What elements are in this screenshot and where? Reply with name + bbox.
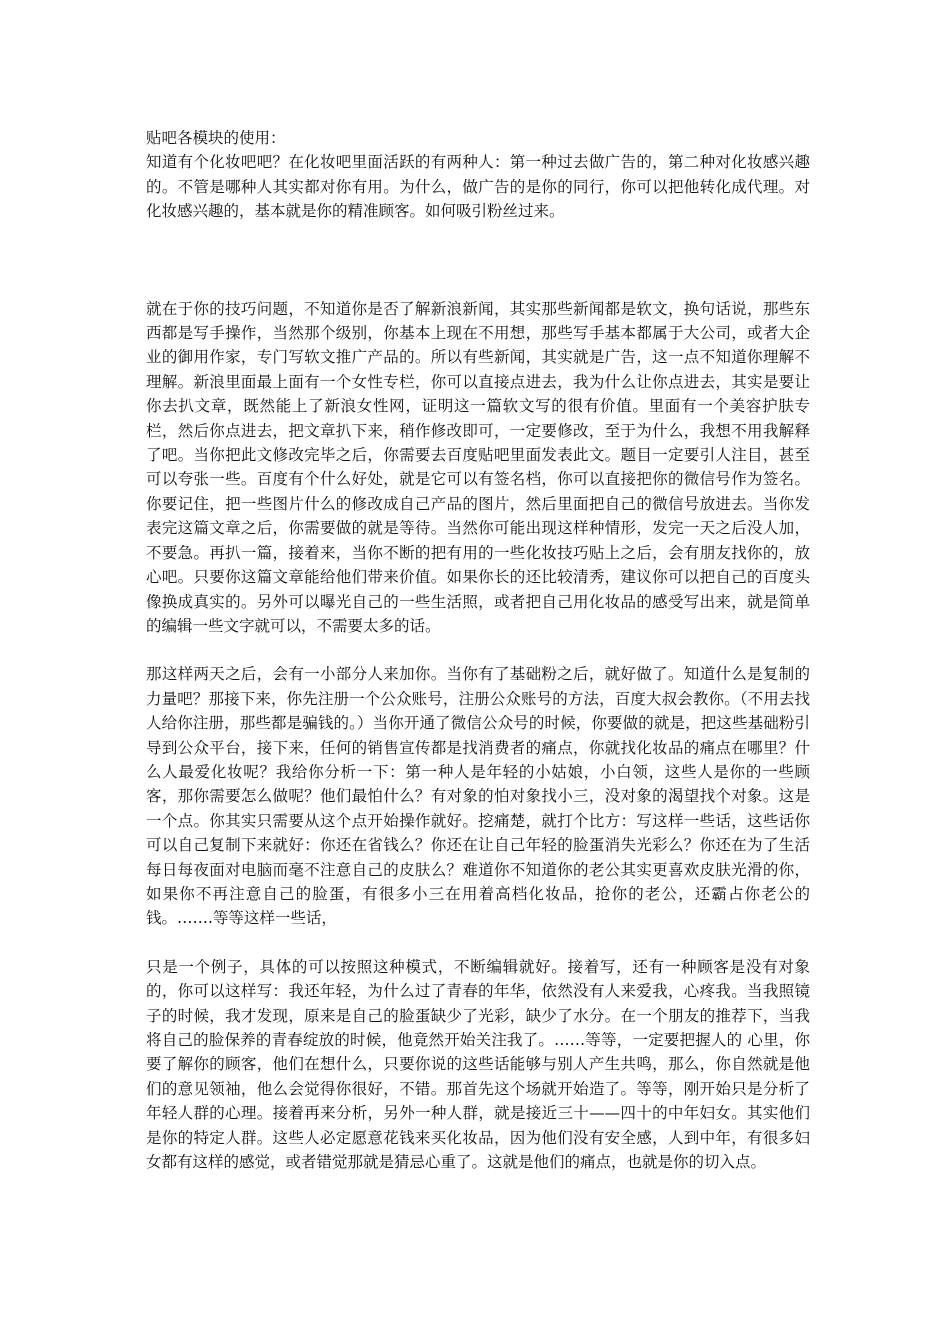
paragraph-public-account: 那这样两天之后，会有一小部分人来加你。当你有了基础粉之后，就好做了。知道什么是复制的力量吧？那接下来，你先注册一个公众账号，注册公众账号的方法，百度大叔会教你。（不用去找人给你注册，那些都是骗钱的。）当你开通了微信公众号的时候，你要做的就是，把这些基础粉引导到公众平台，接下来，任何的销售宣传都是找消费者的痛点，你就找化妆品的痛点在哪里？什么人最爱化妆呢？我给你分析一下：第一种人是年轻的小姑娘，小白领，这些人是你的一些顾客，那你需要怎么做呢？他们最怕什么？有对象的怕对象找小三，没对象的渴望找个对象。这是一个点。你其实只需要从这个点开始操作就好。挖痛楚，就打个比方：写这样一些话，这些话你可以自己复制下来就好：你还在省钱么？你还在让自己年轻的脸蛋消失光彩么？你还在为了生活每日每夜面对电脑而毫不注意自己的皮肤么？难道你不知道你的老公其实更喜欢皮肤光滑的你，如果你不再注意自己的脸蛋，有很多小三在用着高档化妆品，抢你的老公，还霸占你老公的钱。…….等等这样一些话，	[146, 665, 810, 928]
paragraph-intro: 知道有个化妆吧吧？在化妆吧里面活跃的有两种人：第一种过去做广告的，第二种对化妆感兴趣的。不管是哪种人其实都对你有用。为什么，做广告的是你的同行，你可以把他转化成代理。对化妆感兴趣的，基本就是你的精准顾客。如何吸引粉丝过来。	[146, 153, 810, 221]
paragraph-example: 只是一个例子，具体的可以按照这种模式，不断编辑就好。接着写，还有一种顾客是没有对象的，你可以这样写：我还年轻，为什么过了青春的年华，依然没有人来爱我，心疼我。当我照镜子的时候，我才发现，原来是自己的脸蛋缺少了光彩，缺少了水分。在一个朋友的推荐下，当我将自己的脸保养的青春绽放的时候，他竟然开始关注我了。……等等，一定要把握人的 心里，你要了解你的顾客，他们在想什么，只要你说的这些话能够与别人产生共鸣，那么，你自然就是他们的意见领袖，他么会觉得你很好，不错。那首先这个场就开始造了。等等，刚开始只是分析了年轻人群的心理。接着再来分析，另外一种人群，就是接近三十——四十的中年妇女。其实他们是你的特定人群。这些人必定愿意花钱来买化妆品，因为他们没有安全感，人到中年，有很多妇女都有这样的感觉，或者错觉那就是猜忌心重了。这就是他们的痛点，也就是你的切入点。	[146, 957, 810, 1172]
document-body	[146, 126, 810, 1174]
paragraph-soft-article: 就在于你的技巧问题，不知道你是否了解新浪新闻，其实那些新闻都是软文，换句话说，那些东西都是写手操作，当然那个级别，你基本上现在不用想，那些写手基本都属于大公司，或者大企业的御用作家，专门写软文推广产品的。所以有些新闻，其实就是广告，这一点不知道你理解不理解。新浪里面最上面有一个女性专栏，你可以直接点进去，我为什么让你点进去，其实是要让你去扒文章，既然能上了新浪女性网，证明这一篇软文写的很有价值。里面有一个美容护肤专栏，然后你点进去，把文章扒下来，稍作修改即可，一定要修改，至于为什么，我想不用我解释了吧。当你把此文修改完毕之后，你需要去百度贴吧里面发表此文。题目一定要引人注目，甚至可以夸张一些。百度有个什么好处，就是它可以有签名档，你可以直接把你的微信号作为签名。你要记住，把一些图片什么的修改成自己产品的图片，然后里面把自己的微信号放进去。当你发表完这篇文章之后，你需要做的就是等待。当然你可能出现这样种情形，发完一天之后没人加，不要急。再扒一篇，接着来，当你不断的把有用的一些化妆技巧贴上之后，会有朋友找你的，放心吧。只要你这篇文章能给他们带来价值。如果你长的还比较清秀，建议你可以把自己的百度头像换成真实的。另外可以曝光自己的一些生活照，或者把自己用化妆品的感受写出来，就是简单的编辑一些文字就可以，不需要太多的话。	[146, 299, 810, 635]
paragraph-spacer	[146, 224, 810, 297]
section-heading: 贴吧各模块的使用：	[146, 129, 286, 147]
paragraph-spacer	[146, 931, 810, 955]
paragraph-spacer	[146, 638, 810, 662]
